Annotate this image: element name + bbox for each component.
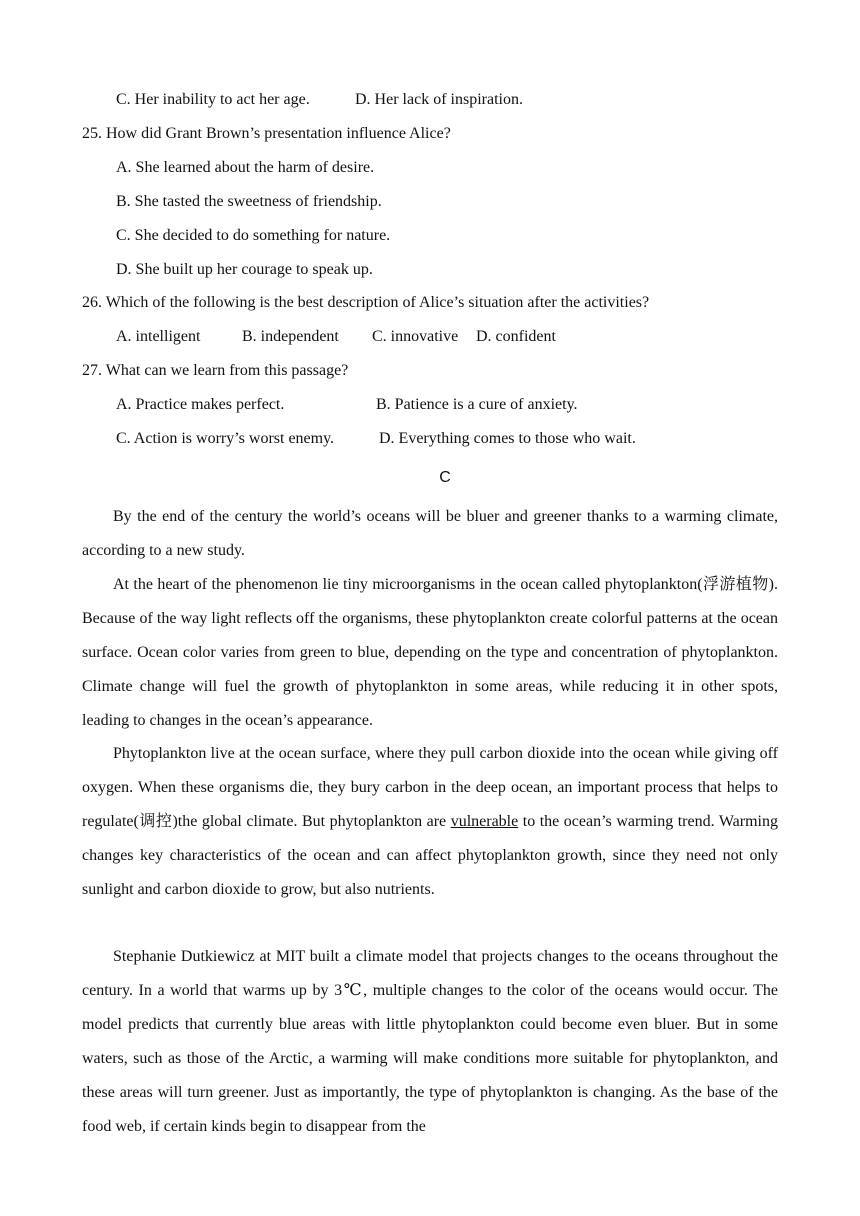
q25-option-d: D. She built up her courage to speak up. [116, 261, 373, 278]
q27-question: 27. What can we learn from this passage? [82, 362, 349, 379]
passage-paragraph-3-part-1: Phytoplankton live at the ocean surface, where they pull carbon dioxide into the ocean while giving off oxygen. When these organisms die, they bury carbon in the deep ocean, an important process that helps to regulate(调控)the global climate. But phytoplankton are [82, 745, 778, 830]
underlined-word-vulnerable: vulnerable [450, 813, 519, 830]
q27-option-c: C. Action is worry’s worst enemy. [116, 430, 335, 447]
q27-option-d: D. Everything comes to those who wait. [379, 430, 636, 447]
q25-question: 25. How did Grant Brown’s presentation influence Alice? [82, 125, 451, 142]
passage-paragraph-2: At the heart of the phenomenon lie tiny microorganisms in the ocean called phytoplankton(浮游植物). Because of the way light reflects off the organisms, these phytoplankton create colorful patterns at the ocean surface. Ocean color varies from green to blue, depending on the type and concentration of phytoplankton. Climate change will fuel the growth of phytoplankton in some areas, while reducing it in other spots, leading to changes in the ocean’s appearance. [82, 576, 778, 729]
passage-paragraph-3-part-2: to the ocean’s warming trend. Warming changes key characteristics of the ocean and can affect phytoplankton growth, since they need not only sunlight and carbon dioxide to grow, but also nutrients. [82, 813, 778, 898]
q24-option-c: C. Her inability to act her age. [116, 91, 310, 108]
q26-option-b: B. independent [242, 328, 339, 345]
passage-paragraph-1: By the end of the century the world’s oceans will be bluer and greener thanks to a warming climate, according to a new study. [82, 508, 778, 559]
q25-option-c: C. She decided to do something for nature. [116, 227, 391, 244]
q25-option-a: A. She learned about the harm of desire. [116, 159, 375, 176]
passage-paragraph-3 [82, 737, 778, 907]
section-c-heading: C [439, 469, 451, 486]
q25-option-b: B. She tasted the sweetness of friendship. [116, 193, 382, 210]
q26-option-c: C. innovative [372, 328, 459, 345]
passage-paragraph-4: Stephanie Dutkiewicz at MIT built a climate model that projects changes to the oceans throughout the century. In a world that warms up by 3℃, multiple changes to the color of the oceans would occur. The model predicts that currently blue areas with little phytoplankton could become even bluer. But in some waters, such as those of the Arctic, a warming will make conditions more suitable for phytoplankton, and these areas will turn greener. Just as importantly, the type of phytoplankton is changing. As the base of the food web, if certain kinds begin to disappear from the [82, 948, 778, 1135]
q27-option-a: A. Practice makes perfect. [116, 396, 285, 413]
q24-option-d: D. Her lack of inspiration. [355, 91, 523, 108]
q27-option-b: B. Patience is a cure of anxiety. [376, 396, 578, 413]
q26-option-d: D. confident [476, 328, 556, 345]
q26-option-a: A. intelligent [116, 328, 201, 345]
q26-question: 26. Which of the following is the best description of Alice’s situation after the activities? [82, 294, 650, 311]
